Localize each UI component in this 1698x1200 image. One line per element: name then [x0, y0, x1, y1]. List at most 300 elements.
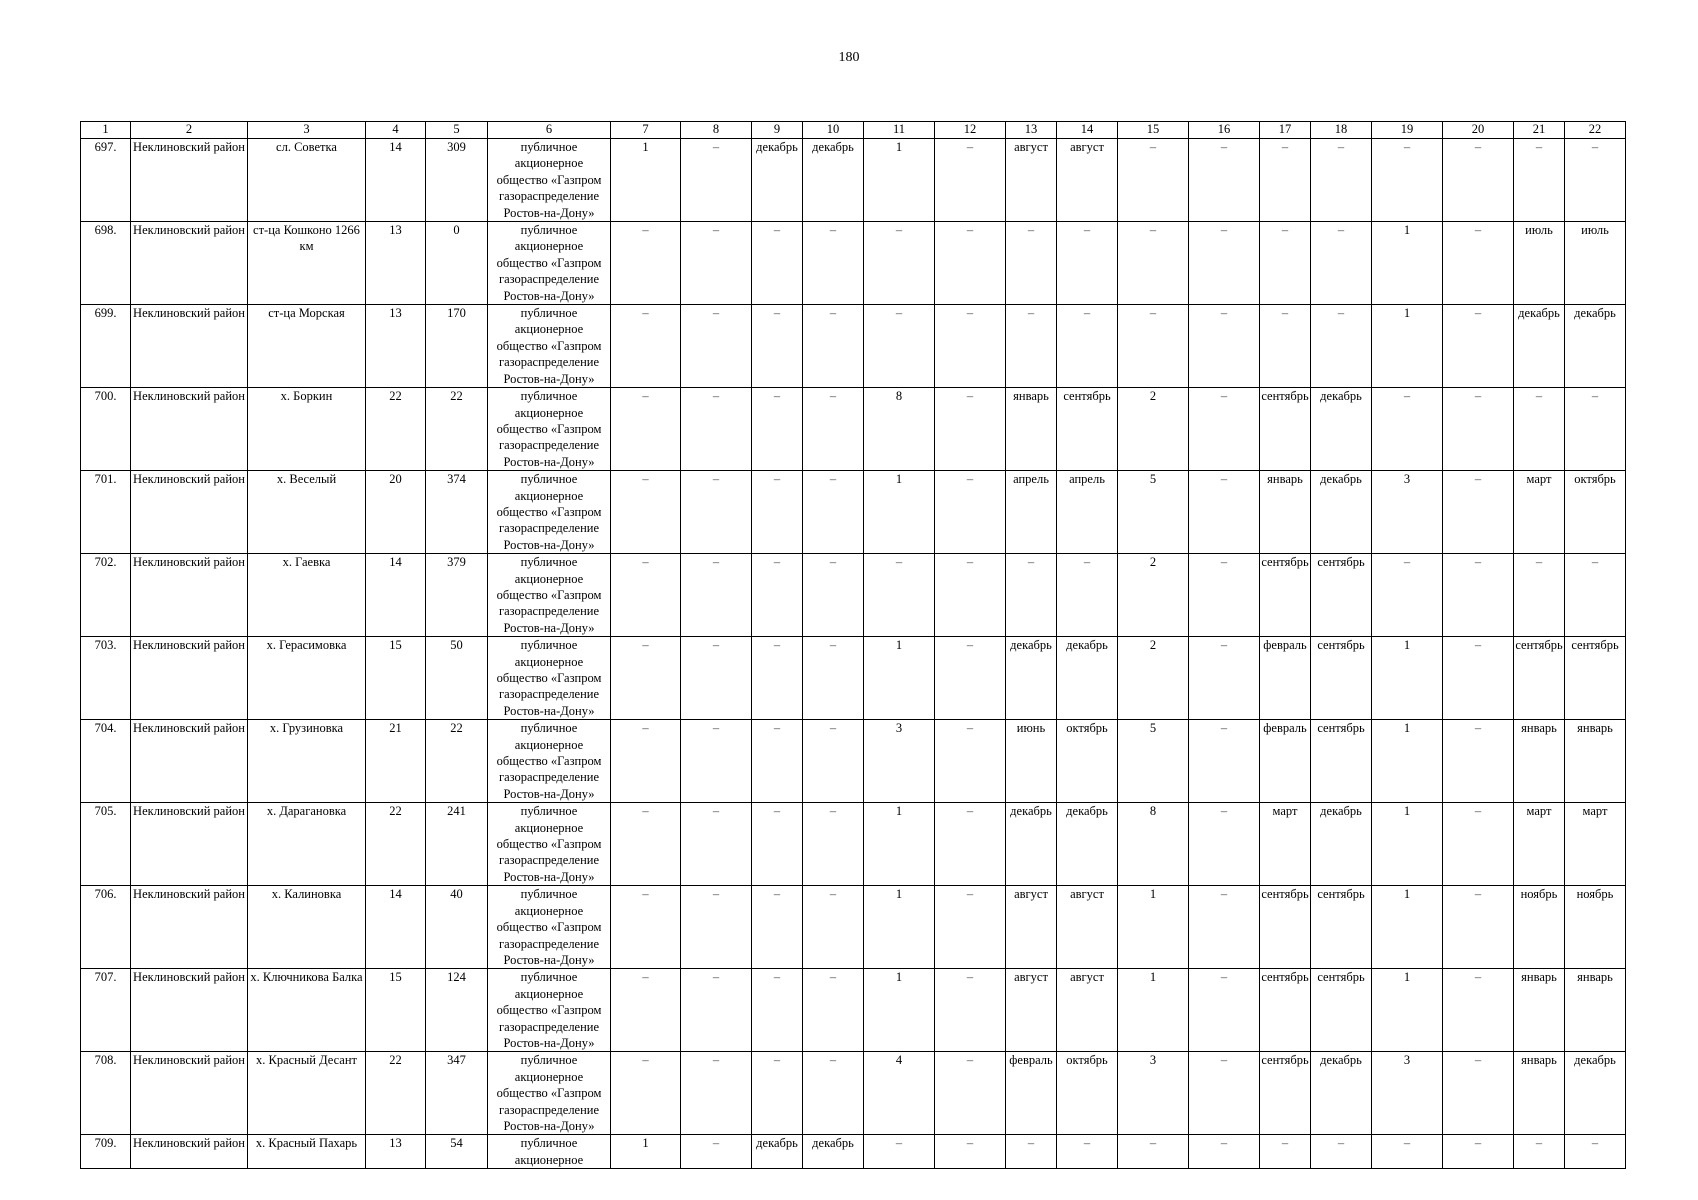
table-cell-col-12: –: [935, 886, 1006, 969]
table-cell-col-2: Неклиновский район: [131, 720, 248, 803]
table-cell-col-20: –: [1443, 305, 1514, 388]
table-cell-col-14: –: [1057, 1135, 1118, 1169]
table-cell-col-22: июль: [1565, 222, 1626, 305]
table-cell-col-2: Неклиновский район: [131, 222, 248, 305]
table-cell-col-3: х. Гаевка: [248, 554, 366, 637]
table-cell-col-15: –: [1118, 222, 1189, 305]
table-row: [81, 886, 1626, 969]
table-cell-col-18: –: [1311, 305, 1372, 388]
table-cell-col-14: сентябрь: [1057, 388, 1118, 471]
table-cell-col-10: –: [803, 969, 864, 1052]
table-cell-col-10: –: [803, 637, 864, 720]
table-cell-col-5: 50: [426, 637, 488, 720]
table-cell-col-17: февраль: [1260, 720, 1311, 803]
table-cell-col-4: 13: [366, 222, 426, 305]
table-cell-col-13: декабрь: [1006, 803, 1057, 886]
table-cell-col-2: Неклиновский район: [131, 554, 248, 637]
table-cell-col-13: июнь: [1006, 720, 1057, 803]
table-cell-col-5: 0: [426, 222, 488, 305]
table-cell-col-16: –: [1189, 139, 1260, 222]
table-cell-col-18: –: [1311, 1135, 1372, 1169]
table-cell-col-20: –: [1443, 886, 1514, 969]
table-cell-col-13: август: [1006, 139, 1057, 222]
table-cell-col-21: –: [1514, 554, 1565, 637]
table-cell-col-7: 1: [611, 139, 681, 222]
column-header-3: 3: [248, 122, 366, 139]
table-cell-col-7: –: [611, 886, 681, 969]
table-cell-col-16: –: [1189, 720, 1260, 803]
table-cell-col-15: 1: [1118, 969, 1189, 1052]
table-cell-col-5: 379: [426, 554, 488, 637]
column-header-9: 9: [752, 122, 803, 139]
table-cell-col-21: январь: [1514, 969, 1565, 1052]
table-cell-col-12: –: [935, 720, 1006, 803]
table-cell-col-8: –: [681, 139, 752, 222]
table-cell-col-16: –: [1189, 803, 1260, 886]
table-cell-col-17: сентябрь: [1260, 1052, 1311, 1135]
table-cell-col-18: –: [1311, 139, 1372, 222]
table-cell-col-13: февраль: [1006, 1052, 1057, 1135]
table-cell-col-17: февраль: [1260, 637, 1311, 720]
table-cell-col-9: –: [752, 803, 803, 886]
table-cell-col-6: публичное акционерное общество «Газпром газораспределение Ростов-на-Дону»: [488, 139, 611, 222]
table-cell-col-3: ст-ца Кошконо 1266 км: [248, 222, 366, 305]
table-cell-col-9: –: [752, 305, 803, 388]
table-cell-col-3: х. Красный Десант: [248, 1052, 366, 1135]
table-cell-col-8: –: [681, 471, 752, 554]
table-cell-col-18: сентябрь: [1311, 637, 1372, 720]
table-cell-col-16: –: [1189, 969, 1260, 1052]
table-cell-col-22: март: [1565, 803, 1626, 886]
table-cell-col-15: 2: [1118, 388, 1189, 471]
column-header-13: 13: [1006, 122, 1057, 139]
column-header-14: 14: [1057, 122, 1118, 139]
table-cell-col-1: 709.: [81, 1135, 131, 1169]
table-cell-col-16: –: [1189, 637, 1260, 720]
table-cell-col-5: 309: [426, 139, 488, 222]
table-cell-col-2: Неклиновский район: [131, 139, 248, 222]
table-cell-col-19: 3: [1372, 471, 1443, 554]
table-cell-col-22: –: [1565, 139, 1626, 222]
column-header-12: 12: [935, 122, 1006, 139]
table-cell-col-1: 707.: [81, 969, 131, 1052]
table-cell-col-20: –: [1443, 554, 1514, 637]
table-cell-col-7: –: [611, 471, 681, 554]
table-cell-col-2: Неклиновский район: [131, 803, 248, 886]
table-cell-col-10: –: [803, 554, 864, 637]
table-cell-col-6: публичное акционерное общество «Газпром газораспределение Ростов-на-Дону»: [488, 554, 611, 637]
column-header-20: 20: [1443, 122, 1514, 139]
table-cell-col-1: 697.: [81, 139, 131, 222]
table-cell-col-15: 5: [1118, 471, 1189, 554]
table-cell-col-17: –: [1260, 139, 1311, 222]
table-cell-col-14: –: [1057, 305, 1118, 388]
table-cell-col-19: 1: [1372, 637, 1443, 720]
table-cell-col-1: 698.: [81, 222, 131, 305]
table-cell-col-9: –: [752, 886, 803, 969]
table-cell-col-3: х. Герасимовка: [248, 637, 366, 720]
table-cell-col-11: 4: [864, 1052, 935, 1135]
table-cell-col-21: –: [1514, 139, 1565, 222]
table-cell-col-17: сентябрь: [1260, 388, 1311, 471]
page-number: 180: [838, 50, 860, 65]
table-cell-col-5: 54: [426, 1135, 488, 1169]
table-cell-col-14: октябрь: [1057, 720, 1118, 803]
table-cell-col-22: декабрь: [1565, 1052, 1626, 1135]
table-cell-col-18: декабрь: [1311, 471, 1372, 554]
table-cell-col-21: ноябрь: [1514, 886, 1565, 969]
table-cell-col-7: –: [611, 388, 681, 471]
table-cell-col-9: декабрь: [752, 139, 803, 222]
table-cell-col-5: 241: [426, 803, 488, 886]
table-cell-col-20: –: [1443, 1135, 1514, 1169]
table-cell-col-8: –: [681, 803, 752, 886]
table-cell-col-11: 1: [864, 637, 935, 720]
table-cell-col-12: –: [935, 1135, 1006, 1169]
table-cell-col-15: 2: [1118, 637, 1189, 720]
table-cell-col-17: март: [1260, 803, 1311, 886]
table-cell-col-14: август: [1057, 886, 1118, 969]
table-cell-col-5: 124: [426, 969, 488, 1052]
table-cell-col-9: –: [752, 388, 803, 471]
table-cell-col-1: 702.: [81, 554, 131, 637]
table-cell-col-14: август: [1057, 969, 1118, 1052]
table-cell-col-9: –: [752, 969, 803, 1052]
table-cell-col-11: 1: [864, 886, 935, 969]
table-cell-col-20: –: [1443, 139, 1514, 222]
table-cell-col-7: –: [611, 222, 681, 305]
table-cell-col-6: публичное акционерное общество «Газпром газораспределение Ростов-на-Дону»: [488, 222, 611, 305]
table-cell-col-17: –: [1260, 1135, 1311, 1169]
table-cell-col-2: Неклиновский район: [131, 1052, 248, 1135]
table-cell-col-16: –: [1189, 1135, 1260, 1169]
table-cell-col-17: –: [1260, 305, 1311, 388]
column-header-7: 7: [611, 122, 681, 139]
table-cell-col-10: –: [803, 720, 864, 803]
table-cell-col-10: –: [803, 471, 864, 554]
table-cell-col-12: –: [935, 803, 1006, 886]
table-cell-col-19: 1: [1372, 803, 1443, 886]
table-cell-col-6: публичное акционерное общество «Газпром газораспределение Ростов-на-Дону»: [488, 803, 611, 886]
table-row: [81, 554, 1626, 637]
table-row: [81, 305, 1626, 388]
table-cell-col-15: –: [1118, 305, 1189, 388]
table-cell-col-7: –: [611, 720, 681, 803]
table-cell-col-19: 1: [1372, 305, 1443, 388]
table-cell-col-9: –: [752, 471, 803, 554]
table-cell-col-4: 14: [366, 886, 426, 969]
table-cell-col-9: –: [752, 1052, 803, 1135]
table-cell-col-18: декабрь: [1311, 388, 1372, 471]
table-row: [81, 471, 1626, 554]
table-cell-col-1: 706.: [81, 886, 131, 969]
column-header-17: 17: [1260, 122, 1311, 139]
table-cell-col-3: х. Ключникова Балка: [248, 969, 366, 1052]
table-cell-col-13: август: [1006, 886, 1057, 969]
table-cell-col-12: –: [935, 554, 1006, 637]
table-cell-col-20: –: [1443, 637, 1514, 720]
table-cell-col-13: –: [1006, 305, 1057, 388]
table-cell-col-17: сентябрь: [1260, 554, 1311, 637]
table-cell-col-15: 1: [1118, 886, 1189, 969]
column-header-10: 10: [803, 122, 864, 139]
table-cell-col-7: –: [611, 305, 681, 388]
table-cell-col-9: –: [752, 554, 803, 637]
table-cell-col-16: –: [1189, 305, 1260, 388]
table-cell-col-1: 700.: [81, 388, 131, 471]
table-cell-col-4: 14: [366, 139, 426, 222]
table-cell-col-22: –: [1565, 554, 1626, 637]
table-cell-col-17: –: [1260, 222, 1311, 305]
table-cell-col-15: 5: [1118, 720, 1189, 803]
column-header-8: 8: [681, 122, 752, 139]
table-cell-col-6: публичное акционерное общество «Газпром газораспределение Ростов-на-Дону»: [488, 637, 611, 720]
table-cell-col-2: Неклиновский район: [131, 637, 248, 720]
table-cell-col-5: 22: [426, 388, 488, 471]
table-cell-col-8: –: [681, 886, 752, 969]
table-cell-col-12: –: [935, 637, 1006, 720]
table-cell-col-22: январь: [1565, 969, 1626, 1052]
table-cell-col-19: –: [1372, 388, 1443, 471]
table-cell-col-15: –: [1118, 139, 1189, 222]
table-cell-col-3: х. Дарагановка: [248, 803, 366, 886]
table-cell-col-14: декабрь: [1057, 637, 1118, 720]
column-number-row: [81, 122, 1626, 139]
table-cell-col-2: Неклиновский район: [131, 969, 248, 1052]
table-cell-col-2: Неклиновский район: [131, 1135, 248, 1169]
table-cell-col-7: –: [611, 554, 681, 637]
table-cell-col-13: январь: [1006, 388, 1057, 471]
table-cell-col-4: 20: [366, 471, 426, 554]
table-cell-col-5: 22: [426, 720, 488, 803]
table-cell-col-13: декабрь: [1006, 637, 1057, 720]
table-cell-col-17: сентябрь: [1260, 886, 1311, 969]
table-cell-col-3: сл. Советка: [248, 139, 366, 222]
table-cell-col-12: –: [935, 388, 1006, 471]
table-cell-col-21: –: [1514, 1135, 1565, 1169]
table-cell-col-18: декабрь: [1311, 803, 1372, 886]
table-cell-col-4: 22: [366, 803, 426, 886]
table-cell-col-22: –: [1565, 1135, 1626, 1169]
table-cell-col-14: декабрь: [1057, 803, 1118, 886]
table-cell-col-9: декабрь: [752, 1135, 803, 1169]
table-cell-col-19: –: [1372, 1135, 1443, 1169]
table-cell-col-5: 170: [426, 305, 488, 388]
table-cell-col-14: октябрь: [1057, 1052, 1118, 1135]
table-row: [81, 1135, 1626, 1169]
table-cell-col-16: –: [1189, 388, 1260, 471]
table-cell-col-9: –: [752, 637, 803, 720]
column-header-11: 11: [864, 122, 935, 139]
table-cell-col-14: август: [1057, 139, 1118, 222]
table-cell-col-20: –: [1443, 471, 1514, 554]
table-cell-col-22: сентябрь: [1565, 637, 1626, 720]
table-cell-col-8: –: [681, 1135, 752, 1169]
table-cell-col-22: январь: [1565, 720, 1626, 803]
table-cell-col-18: –: [1311, 222, 1372, 305]
table-cell-col-19: 3: [1372, 1052, 1443, 1135]
table-cell-col-15: 8: [1118, 803, 1189, 886]
column-header-18: 18: [1311, 122, 1372, 139]
table-cell-col-2: Неклиновский район: [131, 471, 248, 554]
table-cell-col-18: сентябрь: [1311, 720, 1372, 803]
table-cell-col-6: публичное акционерное общество «Газпром газораспределение Ростов-на-Дону»: [488, 886, 611, 969]
table-cell-col-21: сентябрь: [1514, 637, 1565, 720]
table-cell-col-2: Неклиновский район: [131, 388, 248, 471]
table-cell-col-3: х. Красный Пахарь: [248, 1135, 366, 1169]
table-cell-col-8: –: [681, 554, 752, 637]
table-cell-col-20: –: [1443, 720, 1514, 803]
table-cell-col-21: январь: [1514, 720, 1565, 803]
table-cell-col-5: 347: [426, 1052, 488, 1135]
table-cell-col-10: –: [803, 222, 864, 305]
table-cell-col-12: –: [935, 139, 1006, 222]
table-cell-col-11: –: [864, 554, 935, 637]
table-cell-col-1: 704.: [81, 720, 131, 803]
table-cell-col-18: сентябрь: [1311, 969, 1372, 1052]
table-cell-col-11: 8: [864, 388, 935, 471]
column-header-21: 21: [1514, 122, 1565, 139]
table-cell-col-8: –: [681, 1052, 752, 1135]
table-cell-col-4: 22: [366, 388, 426, 471]
table-row: [81, 388, 1626, 471]
table-cell-col-9: –: [752, 222, 803, 305]
table-cell-col-6: публичное акционерное общество «Газпром газораспределение Ростов-на-Дону»: [488, 305, 611, 388]
table-row: [81, 222, 1626, 305]
table-cell-col-4: 13: [366, 1135, 426, 1169]
table-cell-col-8: –: [681, 969, 752, 1052]
table-cell-col-15: –: [1118, 1135, 1189, 1169]
table-cell-col-10: декабрь: [803, 1135, 864, 1169]
table-cell-col-7: –: [611, 1052, 681, 1135]
table-cell-col-11: 1: [864, 803, 935, 886]
table-cell-col-10: декабрь: [803, 139, 864, 222]
table-cell-col-16: –: [1189, 886, 1260, 969]
table-cell-col-2: Неклиновский район: [131, 305, 248, 388]
table-cell-col-21: –: [1514, 388, 1565, 471]
table-cell-col-21: декабрь: [1514, 305, 1565, 388]
table-cell-col-12: –: [935, 471, 1006, 554]
table-cell-col-3: х. Боркин: [248, 388, 366, 471]
table-row: [81, 637, 1626, 720]
table-cell-col-19: 1: [1372, 222, 1443, 305]
table-cell-col-17: январь: [1260, 471, 1311, 554]
table-cell-col-7: –: [611, 969, 681, 1052]
table-cell-col-22: октябрь: [1565, 471, 1626, 554]
table-cell-col-6: публичное акционерное общество «Газпром газораспределение Ростов-на-Дону»: [488, 969, 611, 1052]
table-cell-col-4: 15: [366, 637, 426, 720]
column-header-15: 15: [1118, 122, 1189, 139]
table-cell-col-5: 374: [426, 471, 488, 554]
table-row: [81, 969, 1626, 1052]
table-cell-col-13: –: [1006, 554, 1057, 637]
table-cell-col-14: –: [1057, 222, 1118, 305]
table-cell-col-4: 14: [366, 554, 426, 637]
table-row: [81, 1052, 1626, 1135]
table-cell-col-4: 22: [366, 1052, 426, 1135]
table-cell-col-7: –: [611, 803, 681, 886]
table-cell-col-18: сентябрь: [1311, 886, 1372, 969]
table-cell-col-1: 705.: [81, 803, 131, 886]
table-cell-col-21: январь: [1514, 1052, 1565, 1135]
table-cell-col-15: 2: [1118, 554, 1189, 637]
table-cell-col-11: –: [864, 305, 935, 388]
column-header-16: 16: [1189, 122, 1260, 139]
table-cell-col-18: сентябрь: [1311, 554, 1372, 637]
table-cell-col-22: ноябрь: [1565, 886, 1626, 969]
table-cell-col-1: 699.: [81, 305, 131, 388]
column-header-5: 5: [426, 122, 488, 139]
table-cell-col-11: 1: [864, 471, 935, 554]
column-header-4: 4: [366, 122, 426, 139]
table-cell-col-14: апрель: [1057, 471, 1118, 554]
column-header-19: 19: [1372, 122, 1443, 139]
table-cell-col-6: публичное акционерное общество «Газпром газораспределение Ростов-на-Дону»: [488, 720, 611, 803]
table-cell-col-3: х. Веселый: [248, 471, 366, 554]
table-cell-col-6: публичное акционерное: [488, 1135, 611, 1169]
table-cell-col-10: –: [803, 803, 864, 886]
table-cell-col-11: 1: [864, 139, 935, 222]
table-cell-col-22: –: [1565, 388, 1626, 471]
table-cell-col-8: –: [681, 305, 752, 388]
table-cell-col-21: июль: [1514, 222, 1565, 305]
gas-register-table: [80, 121, 1626, 1169]
table-cell-col-15: 3: [1118, 1052, 1189, 1135]
table-cell-col-8: –: [681, 720, 752, 803]
table-cell-col-9: –: [752, 720, 803, 803]
table-cell-col-16: –: [1189, 471, 1260, 554]
table-row: [81, 803, 1626, 886]
table-cell-col-19: 1: [1372, 969, 1443, 1052]
table-cell-col-21: март: [1514, 803, 1565, 886]
table-cell-col-19: –: [1372, 139, 1443, 222]
table-cell-col-20: –: [1443, 1052, 1514, 1135]
table-cell-col-16: –: [1189, 1052, 1260, 1135]
table-cell-col-17: сентябрь: [1260, 969, 1311, 1052]
table-cell-col-10: –: [803, 388, 864, 471]
table-cell-col-18: декабрь: [1311, 1052, 1372, 1135]
table-cell-col-13: –: [1006, 1135, 1057, 1169]
table-cell-col-19: 1: [1372, 720, 1443, 803]
table-cell-col-7: 1: [611, 1135, 681, 1169]
table-row: [81, 720, 1626, 803]
table-cell-col-11: –: [864, 1135, 935, 1169]
column-header-22: 22: [1565, 122, 1626, 139]
table-cell-col-4: 21: [366, 720, 426, 803]
table-cell-col-11: 3: [864, 720, 935, 803]
column-header-6: 6: [488, 122, 611, 139]
table-cell-col-1: 701.: [81, 471, 131, 554]
table-cell-col-8: –: [681, 637, 752, 720]
table-row: [81, 139, 1626, 222]
table-cell-col-19: –: [1372, 554, 1443, 637]
table-cell-col-7: –: [611, 637, 681, 720]
table-cell-col-12: –: [935, 305, 1006, 388]
table-cell-col-20: –: [1443, 388, 1514, 471]
table-cell-col-10: –: [803, 1052, 864, 1135]
table-cell-col-4: 13: [366, 305, 426, 388]
table-cell-col-22: декабрь: [1565, 305, 1626, 388]
table-cell-col-3: ст-ца Морская: [248, 305, 366, 388]
table-cell-col-12: –: [935, 1052, 1006, 1135]
table-cell-col-20: –: [1443, 803, 1514, 886]
table-cell-col-8: –: [681, 388, 752, 471]
table-cell-col-13: –: [1006, 222, 1057, 305]
table-cell-col-11: 1: [864, 969, 935, 1052]
table-cell-col-13: август: [1006, 969, 1057, 1052]
table-cell-col-5: 40: [426, 886, 488, 969]
table-cell-col-12: –: [935, 222, 1006, 305]
